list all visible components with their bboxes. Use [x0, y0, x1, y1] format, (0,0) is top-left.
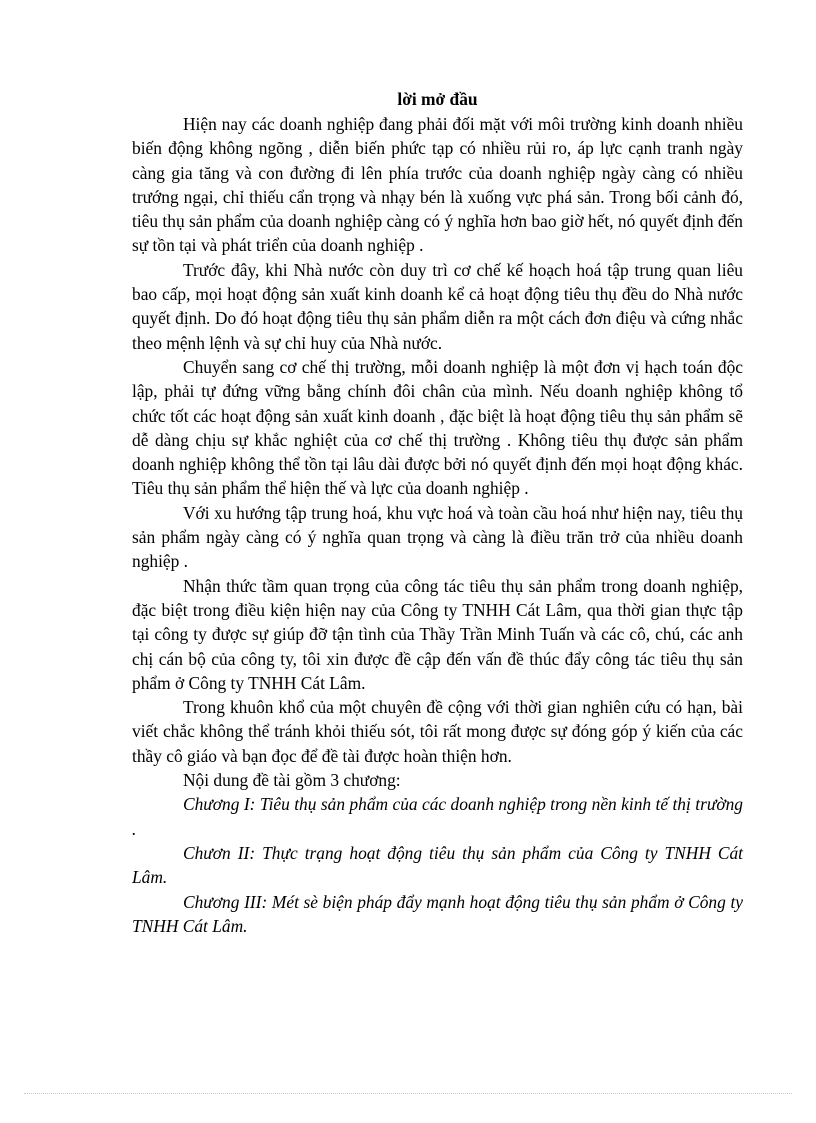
chapter-item: Chươn II: Thực trạng hoạt động tiêu thụ sản phẩm của Công ty TNHH Cát Lâm.: [132, 842, 743, 888]
intro-paragraph: Trong khuôn khổ của một chuyên đề cộng với thời gian nghiên cứu có hạn, bài viết chắc không thể tránh khỏi thiếu sót, tôi rất mong được sự đóng góp ý kiến của các thầy cô giáo và bạn đọc để đề tài được hoàn thiện hơn.: [132, 697, 743, 766]
chapter-item: Chương III: Mét sè biện pháp đẩy mạnh hoạt động tiêu thụ sản phẩm ở Công ty TNHH Cát Lâm.: [132, 891, 743, 936]
document-page: [132, 86, 743, 938]
contents-intro: Nội dung đề tài gồm 3 chương:: [183, 770, 401, 791]
intro-paragraph: Trước đây, khi Nhà nước còn duy trì cơ chế kế hoạch hoá tập trung quan liêu bao cấp, mọi hoạt động sản xuất kinh doanh kể cả hoạt động tiêu thụ đều do Nhà nước quyết định. Do đó hoạt động tiêu thụ sản phẩm diễn ra một cách đơn điệu và cứng nhắc theo mệnh lệnh và sự chỉ huy của Nhà nước.: [132, 259, 743, 353]
intro-paragraph: Với xu hướng tập trung hoá, khu vực hoá và toàn cầu hoá như hiện nay, tiêu thụ sản phẩm ngày càng có ý nghĩa quan trọng và càng là điều trăn trở của nhiều doanh nghiệp .: [132, 502, 743, 572]
page-bottom-divider: [24, 1093, 792, 1094]
chapter-item: Chương I: Tiêu thụ sản phẩm của các doanh nghiệp trong nền kinh tế thị trường .: [132, 794, 743, 839]
intro-paragraph: Chuyển sang cơ chế thị trường, mỗi doanh nghiệp là một đơn vị hạch toán độc lập, phải tự đứng vững bằng chính đôi chân của mình. Nếu doanh nghiệp không tổ chức tốt các hoạt động sản xuất kinh doanh , đặc biệt là hoạt động tiêu thụ sản phẩm sẽ dễ dàng chịu sự khắc nghiệt của cơ chế thị trường . Không tiêu thụ được sản phẩm doanh nghiệp không thể tồn tại lâu dài được bởi nó quyết định đến mọi hoạt động khác. Tiêu thụ sản phẩm thể hiện thế và lực của doanh nghiệp .: [132, 356, 743, 499]
intro-paragraph: Nhận thức tầm quan trọng của công tác tiêu thụ sản phẩm trong doanh nghiệp, đặc biệt trong điều kiện hiện nay của Công ty TNHH Cát Lâm, qua thời gian thực tập tại công ty được sự giúp đỡ tận tình của Thầy Trần Minh Tuấn và các cô, chú, các anh chị cán bộ của công ty, tôi xin được đề cập đến vấn đề thúc đẩy công tác tiêu thụ sản phẩm ở Công ty TNHH Cát Lâm.: [132, 575, 743, 693]
intro-paragraph: Hiện nay các doanh nghiệp đang phải đối mặt với môi trường kinh doanh nhiều biến động không ngõng , diễn biến phức tạp có nhiều rủi ro, áp lực cạnh tranh ngày càng gia tăng và con đường đi lên phía trước của doanh nghiệp ngày càng có nhiều trướng ngại, chỉ thiếu cẩn trọng và nhạy bén là xuống vực phá sản. Trong bối cảnh đó, tiêu thụ sản phẩm của doanh nghiệp càng có ý nghĩa hơn bao giờ hết, nó quyết định đến sự tồn tại và phát triển của doanh nghiệp .: [132, 114, 743, 256]
document-title: lời mở đầu: [397, 89, 478, 109]
